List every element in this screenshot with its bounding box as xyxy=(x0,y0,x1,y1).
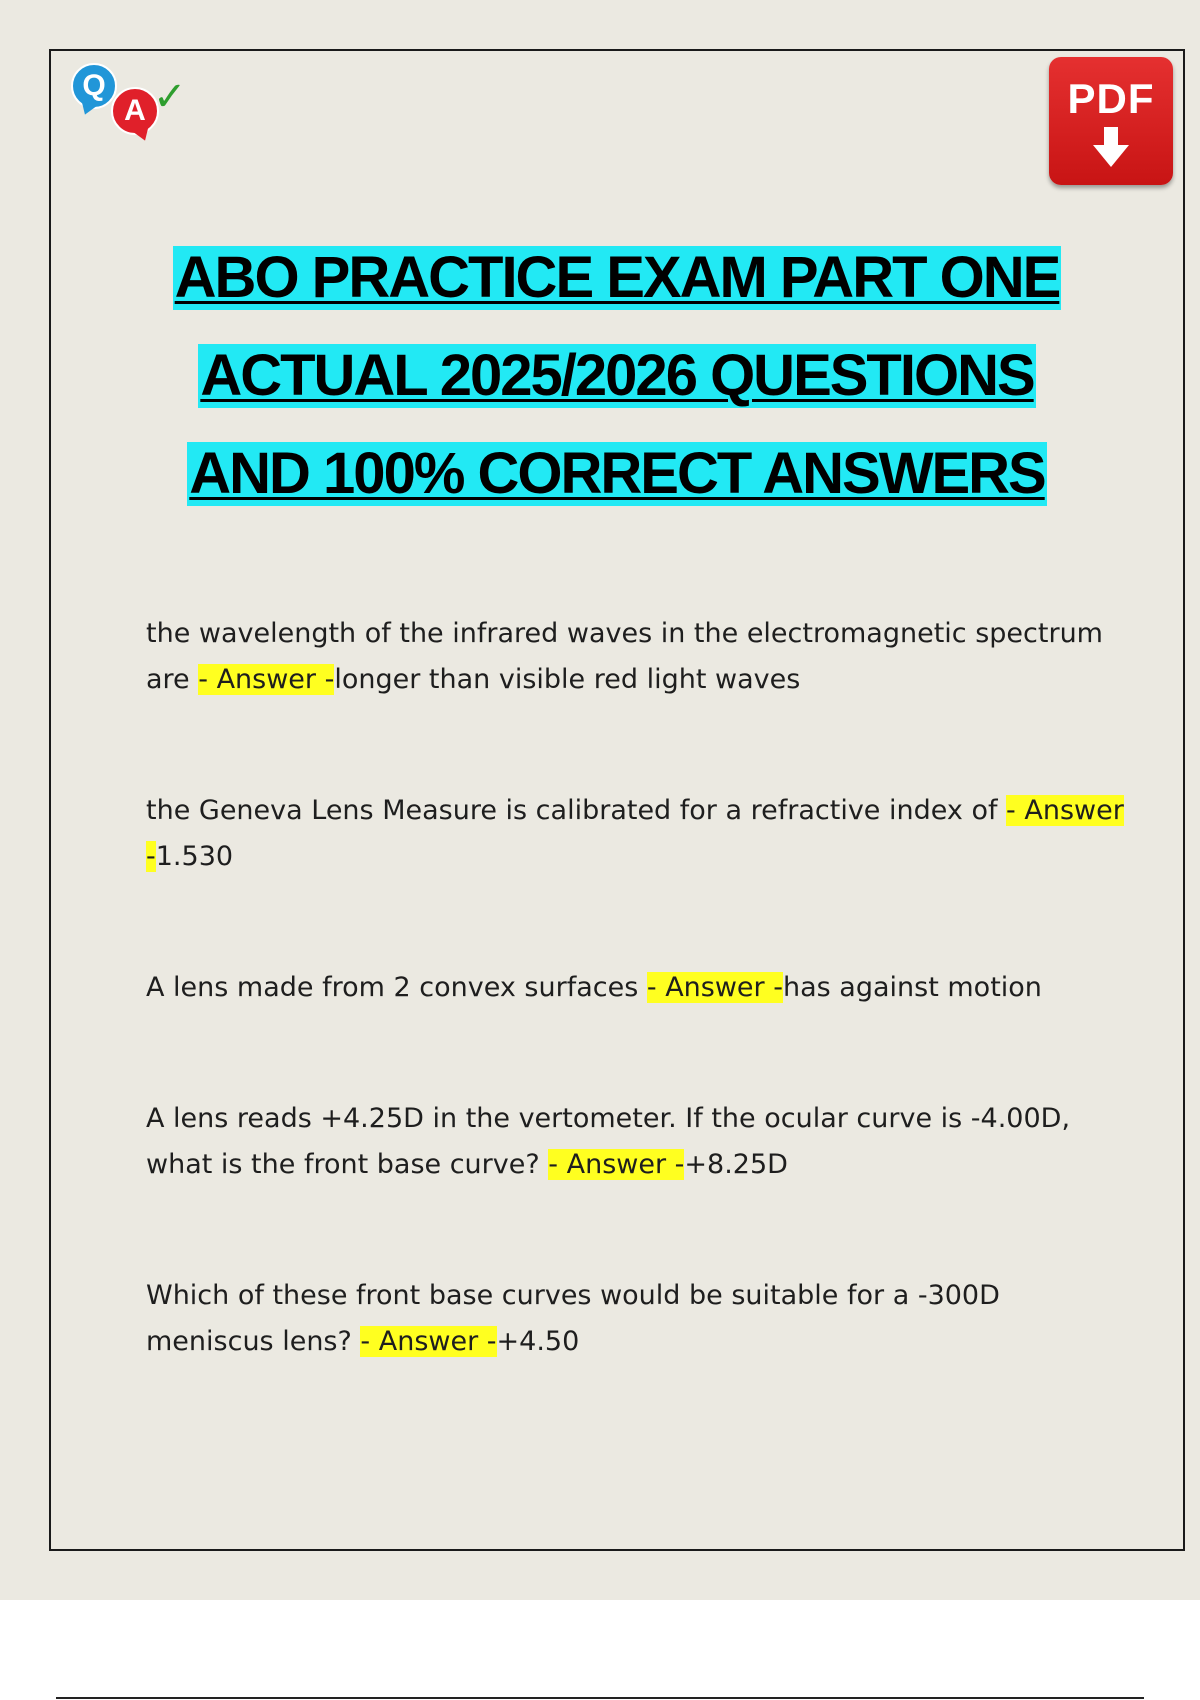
question-list xyxy=(146,611,1126,1450)
question-text: A lens made from 2 convex surfaces xyxy=(146,972,647,1003)
answer-text: +8.25D xyxy=(684,1149,788,1180)
page-divider xyxy=(56,1697,1144,1699)
pdf-download-button[interactable] xyxy=(1049,57,1173,185)
question-text: the Geneva Lens Measure is calibrated for a refractive index of xyxy=(146,795,1007,826)
title-line-1: ABO PRACTICE EXAM PART ONE xyxy=(174,245,1060,310)
checkmark-icon: ✓ xyxy=(153,75,187,119)
list-item xyxy=(146,965,1126,1011)
qa-logo xyxy=(71,59,187,139)
document-title xyxy=(51,246,1183,540)
answer-marker: - Answer - xyxy=(646,972,783,1003)
list-item xyxy=(146,1096,1126,1188)
answer-text: 1.530 xyxy=(155,841,234,872)
logo-a-letter: A xyxy=(124,94,146,127)
answer-marker: - Answer - xyxy=(548,1149,685,1180)
answer-marker: - Answer - xyxy=(360,1326,497,1357)
pdf-label: PDF xyxy=(1067,75,1155,122)
answer-marker: - Answer - xyxy=(146,795,1124,872)
question-text: A lens reads +4.25D in the vertometer. If the ocular curve is -4.00D, what is the front base curve? xyxy=(146,1103,1071,1180)
list-item xyxy=(146,788,1126,880)
question-text: the wavelength of the infrared waves in the electromagnetic spectrum are xyxy=(146,618,1103,695)
download-arrow-icon xyxy=(1093,127,1129,169)
question-text: Which of these front base curves would be suitable for a -300D meniscus lens? xyxy=(146,1280,1000,1357)
title-line-2: ACTUAL 2025/2026 QUESTIONS xyxy=(200,343,1034,408)
list-item xyxy=(146,1273,1126,1365)
title-line-3: AND 100% CORRECT ANSWERS xyxy=(189,441,1045,506)
question-bubble-icon xyxy=(71,63,117,109)
answer-text: longer than visible red light waves xyxy=(334,664,801,695)
list-item xyxy=(146,611,1126,703)
page-border xyxy=(49,49,1185,1551)
answer-text: +4.50 xyxy=(496,1326,580,1357)
answer-bubble-icon xyxy=(111,87,159,135)
answer-marker: - Answer - xyxy=(198,664,335,695)
logo-q-letter: Q xyxy=(82,69,106,102)
answer-text: has against motion xyxy=(782,972,1042,1003)
